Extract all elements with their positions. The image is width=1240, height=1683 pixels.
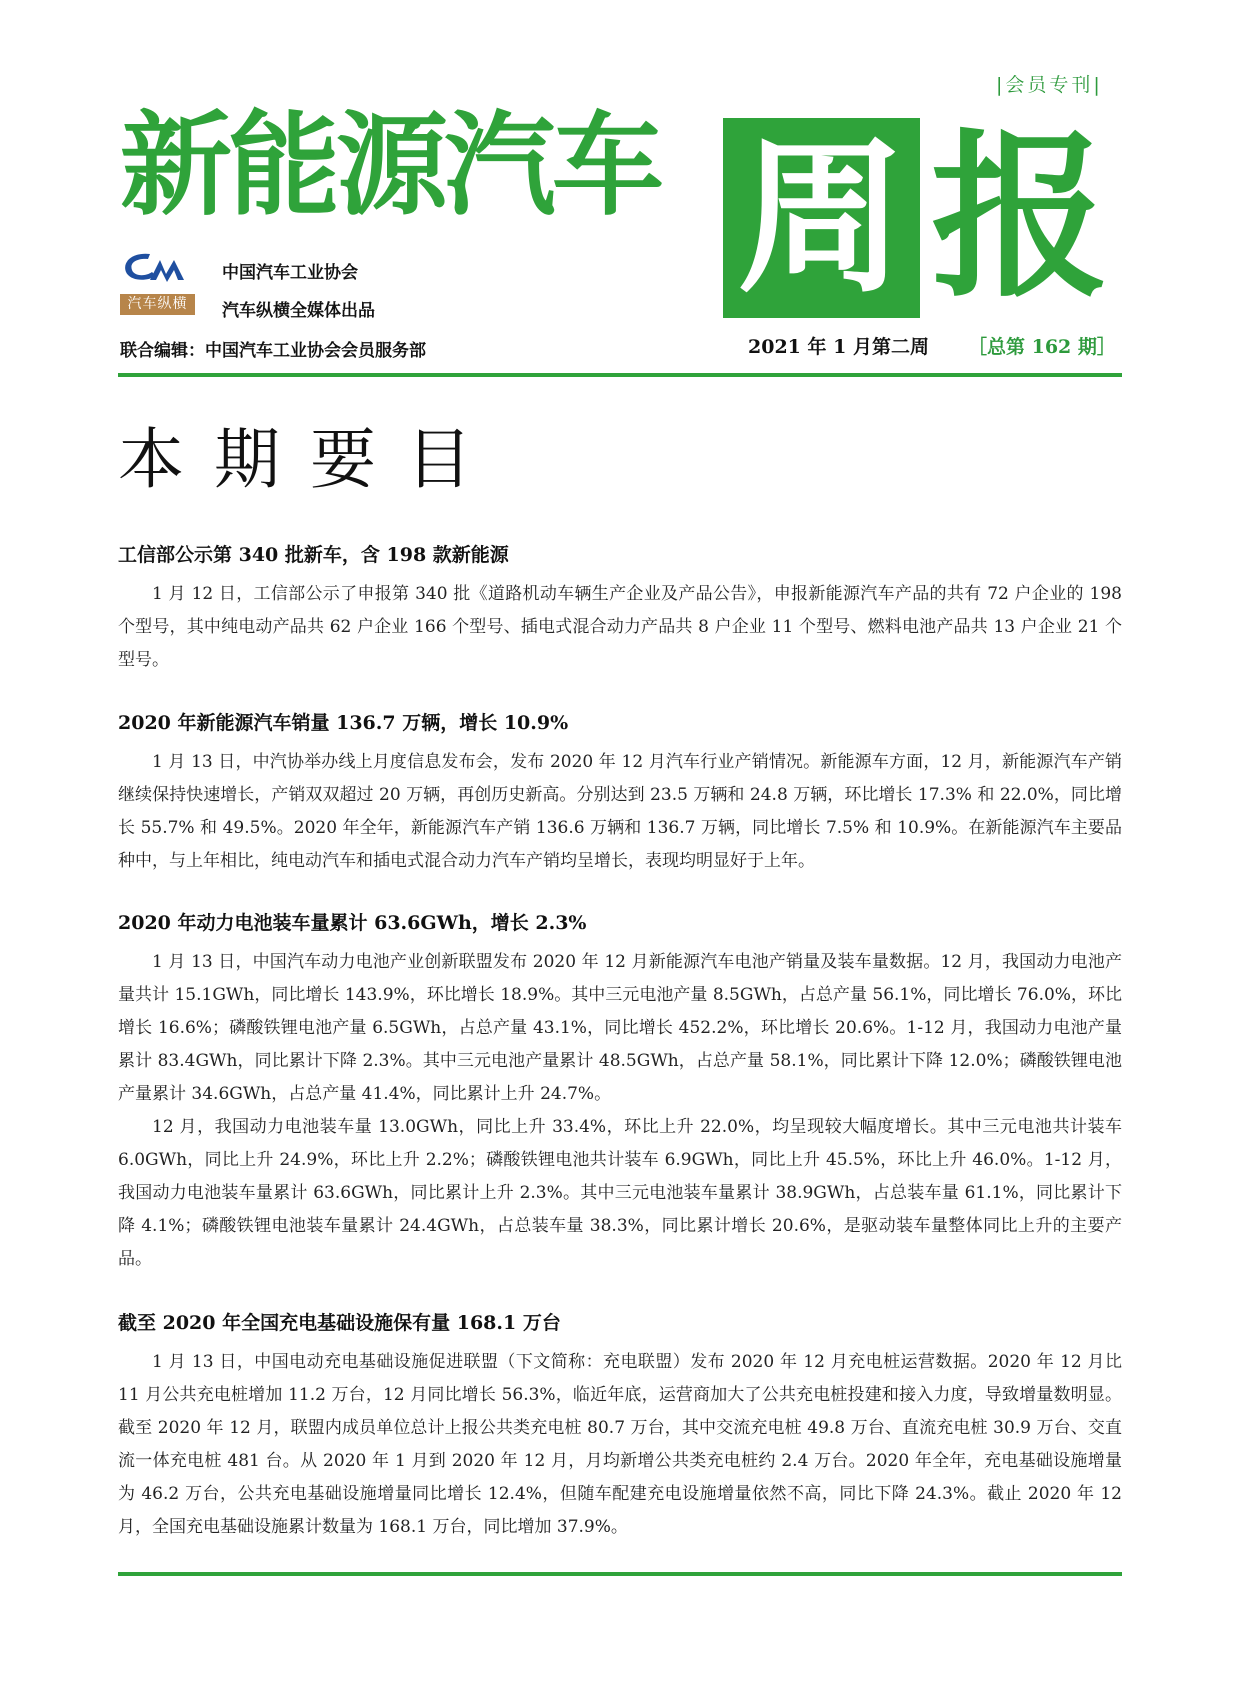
org-caam: 中国汽车工业协会 (222, 263, 358, 283)
weekly-badge-char: 周 (737, 120, 906, 316)
publication-title: 新能源汽车 (120, 101, 660, 231)
article-title: 2020 年动力电池装车量累计 63.6GWh，增长 2.3% (118, 912, 587, 934)
auto-review-logo: 汽车纵横 (120, 294, 195, 315)
article-nev-sales (118, 710, 1122, 878)
caam-logo-icon (120, 250, 192, 284)
footer-divider (118, 1572, 1122, 1576)
org-auto-review: 汽车纵横全媒体出品 (222, 301, 375, 321)
weekly-report-char: 报 (931, 114, 1109, 321)
contents-title: 本期要目 (118, 421, 502, 498)
article-mii-new-vehicles (118, 542, 1122, 677)
issue-date: 2021 年 1 月第二周 (748, 336, 929, 358)
article-title: 截至 2020 年全国充电基础设施保有量 168.1 万台 (118, 1312, 561, 1334)
article-title: 2020 年新能源汽车销量 136.7 万辆，增长 10.9% (118, 712, 569, 734)
article-paragraph: 1 月 13 日，中国汽车动力电池产业创新联盟发布 2020 年 12 月新能源汽车电池产销量及装车量数据。12 月，我国动力电池产量共计 15.1GWh，同比增长 143.9%，环比增长 18.9%。其中三元电池产量 8.5GWh，占总产量 56.1%，同比增长 76.0%，环比增长 16.6%；磷酸铁锂电池产量 6.5GWh，占总产量 43.1%，同比增长 452.2%，环比增长 20.6%。1-12 月，我国动力电池产量累计 83.4GWh，同比累计下降 2.3%。其中三元电池产量累计 48.5GWh，占总产量 58.1%，同比累计下降 12.0%；磷酸铁锂电池产量累计 34.6GWh，占总产量 41.4%，同比累计上升 24.7%。 (118, 952, 1122, 1104)
joint-editor: 联合编辑：中国汽车工业协会会员服务部 (120, 341, 426, 361)
member-edition-tag: |会员专刊| (996, 74, 1103, 96)
article-paragraph: 1 月 13 日，中国电动充电基础设施促进联盟（下文简称：充电联盟）发布 2020 年 12 月充电桩运营数据。2020 年 12 月比 11 月公共充电桩增加 11.2 万台，12 月同比增长 56.3%，临近年底，运营商加大了公共充电桩投建和接入力度，导致增量数明显。截至 2020 年 12 月，联盟内成员单位总计上报公共类充电桩 80.7 万台，其中交流充电桩 49.8 万台、直流充电桩 30.9 万台、交直流一体充电桩 481 台。从 2020 年 1 月到 2020 年 12 月，月均新增公共类充电桩约 2.4 万台。2020 年全年，充电基础设施增量为 46.2 万台，公共充电基础设施增量同比增长 12.4%，但随车配建充电设施增量依然不高，同比下降 24.3%。截止 2020 年 12 月，全国充电基础设施累计数量为 168.1 万台，同比增加 37.9%。 (118, 1352, 1122, 1537)
article-paragraph: 1 月 12 日，工信部公示了申报第 340 批《道路机动车辆生产企业及产品公告》，申报新能源汽车产品的共有 72 户企业的 198 个型号，其中纯电动产品共 62 户企业 166 个型号、插电式混合动力产品共 8 户企业 11 个型号、燃料电池产品共 13 户企业 21 个型号。 (118, 584, 1122, 670)
article-charging-infrastructure (118, 1310, 1122, 1544)
issue-number: ［总第 162 期］ (968, 336, 1116, 358)
article-title: 工信部公示第 340 批新车，含 198 款新能源 (118, 544, 509, 566)
article-paragraph: 1 月 13 日，中汽协举办线上月度信息发布会，发布 2020 年 12 月汽车行业产销情况。新能源车方面，12 月，新能源汽车产销继续保持快速增长，产销双双超过 20 万辆，再创历史新高。分别达到 23.5 万辆和 24.8 万辆，环比增长 17.3% 和 22.0%，同比增长 55.7% 和 49.5%。2020 年全年，新能源汽车产销 136.6 万辆和 136.7 万辆，同比增长 7.5% 和 10.9%。在新能源汽车主要品种中，与上年相比，纯电动汽车和插电式混合动力汽车产销均呈增长，表现均明显好于上年。 (118, 752, 1122, 871)
article-paragraph: 12 月，我国动力电池装车量 13.0GWh，同比上升 33.4%，环比上升 22.0%，均呈现较大幅度增长。其中三元电池共计装车 6.0GWh，同比上升 24.9%，环比上升 2.2%；磷酸铁锂电池共计装车 6.9GWh，同比上升 45.5%，环比上升 46.0%。1-12 月，我国动力电池装车量累计 63.6GWh，同比累计上升 2.3%。其中三元电池装车量累计 38.9GWh，占总装车量 61.1%，同比累计下降 4.1%；磷酸铁锂电池装车量累计 24.4GWh，占总装车量 38.3%，同比累计增长 20.6%，是驱动装车量整体同比上升的主要产品。 (118, 1117, 1122, 1269)
article-battery-installation (118, 910, 1122, 1276)
header-divider (118, 373, 1122, 377)
